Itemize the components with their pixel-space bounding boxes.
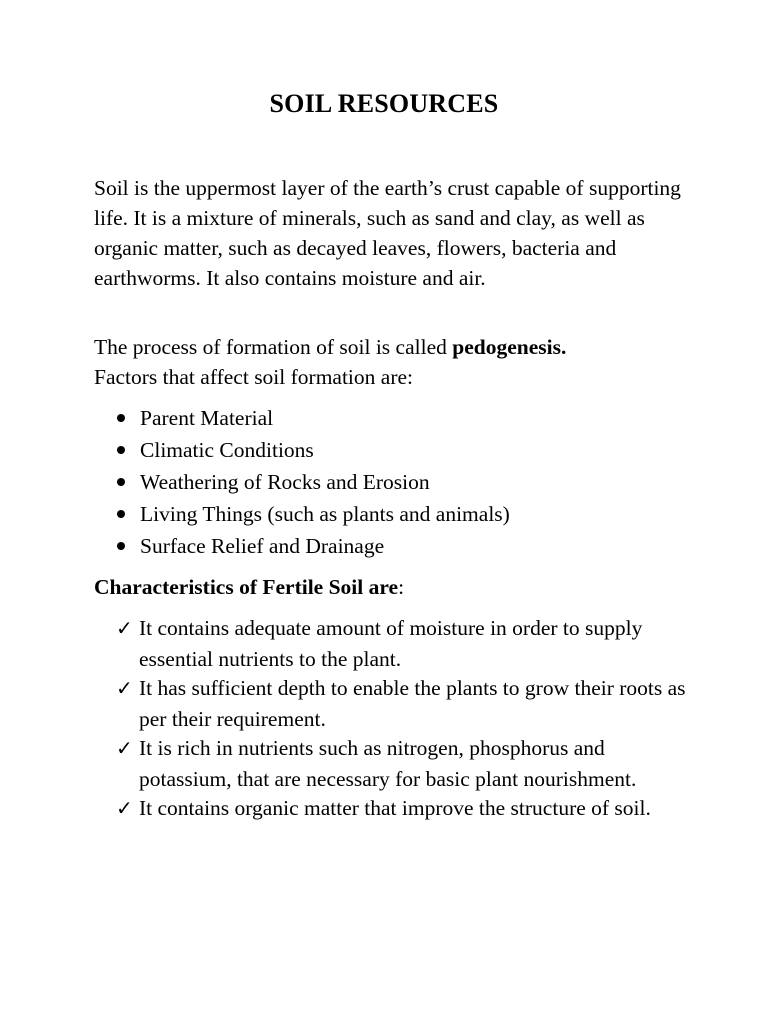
- check-mark-icon: ✓: [116, 676, 133, 700]
- bullet-dot-icon: [117, 542, 125, 550]
- list-item: [116, 613, 696, 674]
- list-item: [116, 733, 696, 794]
- list-item: [116, 673, 696, 734]
- characteristic-text: It contains adequate amount of moisture in order to supply essential nutrients to the plant.: [139, 616, 643, 671]
- list-item: [94, 467, 510, 499]
- check-mark-icon: ✓: [116, 736, 133, 760]
- process-suffix: Factors that affect soil formation are:: [94, 365, 414, 389]
- bullet-dot-icon: [117, 510, 125, 518]
- process-paragraph: [94, 332, 704, 392]
- check-mark-icon: ✓: [116, 796, 133, 820]
- process-prefix: The process of formation of soil is called: [94, 335, 453, 359]
- bullet-dot-icon: [117, 478, 125, 486]
- characteristic-text: It is rich in nutrients such as nitrogen, phosphorus and potassium, that are necessary for basic plant nourishment.: [139, 736, 637, 791]
- bullet-dot-icon: [117, 414, 125, 422]
- factor-text: Surface Relief and Drainage: [140, 534, 385, 558]
- factor-text: Living Things (such as plants and animals): [140, 502, 510, 526]
- characteristics-heading-colon: :: [398, 575, 405, 599]
- bullet-dot-icon: [117, 446, 125, 454]
- check-mark-icon: ✓: [116, 616, 133, 640]
- factor-text: Climatic Conditions: [140, 438, 314, 462]
- characteristic-text: It has sufficient depth to enable the plants to grow their roots as per their requirement.: [139, 676, 686, 731]
- page-title: SOIL RESOURCES: [269, 89, 499, 118]
- factor-text: Weathering of Rocks and Erosion: [140, 470, 430, 494]
- characteristics-heading-text: Characteristics of Fertile Soil are: [94, 575, 399, 599]
- characteristic-text: It contains organic matter that improve the structure of soil.: [139, 796, 651, 820]
- list-item: [94, 531, 510, 563]
- list-item: [94, 435, 510, 467]
- intro-paragraph: Soil is the uppermost layer of the earth’s crust capable of supporting life. It is a mixture of minerals, such as sand and clay, as well as organic matter, such as decayed leaves, flowers, bacteria and earthworms. It also contains moisture and air.: [94, 176, 681, 290]
- characteristics-heading: [94, 572, 404, 602]
- fertile-soil-characteristics-list: [116, 613, 696, 824]
- list-item: [94, 403, 510, 435]
- pedogenesis-term: pedogenesis.: [452, 335, 567, 359]
- soil-factors-list: [94, 403, 510, 563]
- list-item: [94, 499, 510, 531]
- factor-text: Parent Material: [140, 406, 274, 430]
- list-item: [116, 793, 696, 824]
